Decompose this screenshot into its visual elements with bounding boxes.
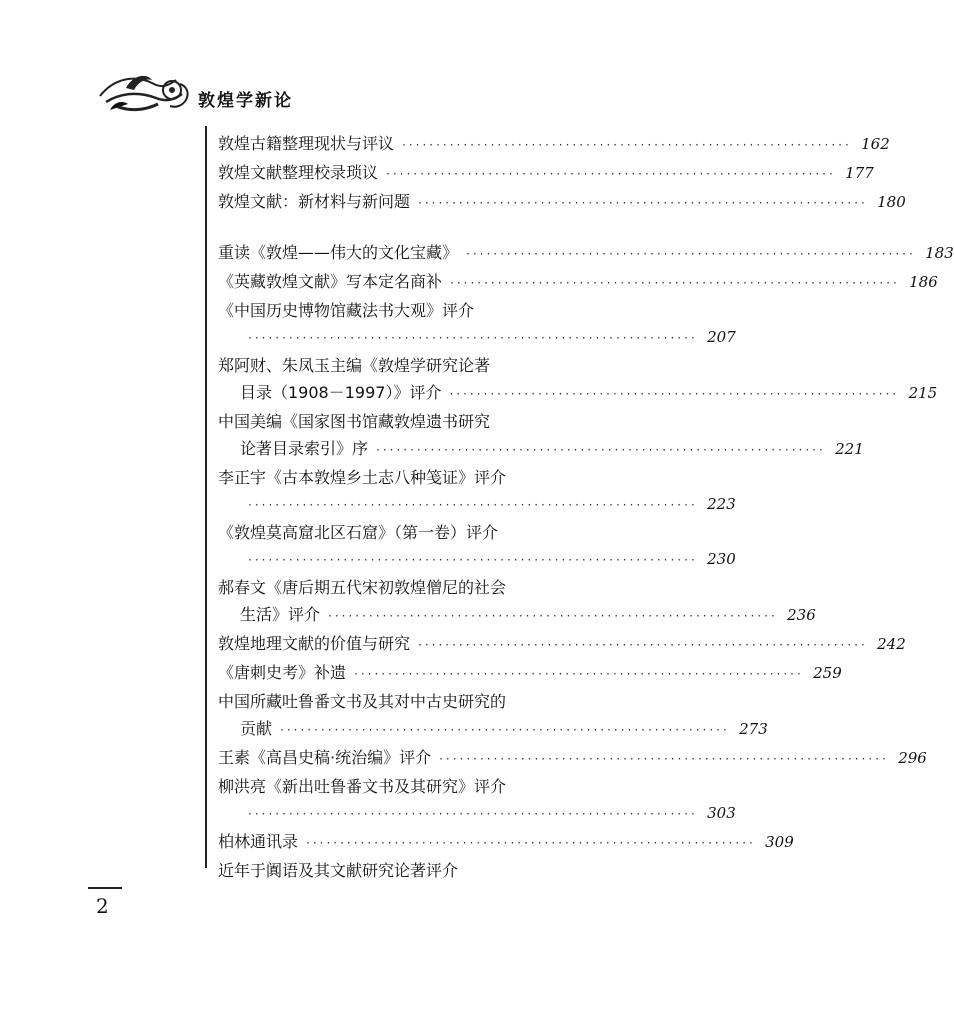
toc-entry[interactable] [218, 773, 736, 828]
toc-line [218, 659, 842, 688]
toc-line [218, 773, 566, 800]
leader-dots: ·································································· [328, 609, 778, 623]
toc-page-number: 186 [909, 273, 938, 291]
toc-entry[interactable] [218, 828, 794, 857]
toc-entry[interactable] [218, 130, 890, 159]
toc-page-number: 309 [765, 833, 794, 851]
leader-dots: ·································································· [386, 167, 836, 181]
toc-page-number: 207 [707, 328, 736, 346]
page-number: 2 [96, 894, 109, 918]
toc-entry[interactable] [218, 159, 874, 188]
leader-dots: ·································································· [354, 667, 804, 681]
toc-entry-title: 生活》评介 [240, 605, 321, 624]
toc-entry-title: 《敦煌莫高窟北区石窟》（第一卷）评介 [218, 523, 499, 542]
toc-line [218, 379, 938, 408]
toc-entry-title: 重读《敦煌——伟大的文化宝藏》 [218, 243, 459, 262]
toc-entry-title: 郑阿财、朱凤玉主编《敦煌学研究论著 [218, 356, 491, 375]
running-header [96, 66, 326, 116]
leader-dots: ·································································· [248, 807, 698, 821]
toc-line [218, 435, 864, 464]
leader-dots: ·································································· [450, 276, 900, 290]
running-title: 敦煌学新论 [198, 91, 293, 111]
leader-dots: ·································································· [449, 387, 900, 401]
toc-entry-title: 敦煌地理文献的价值与研究 [218, 634, 411, 653]
toc-line [218, 630, 906, 659]
toc-entry[interactable] [218, 408, 864, 464]
leader-dots: ·································································· [248, 498, 698, 512]
toc-entry[interactable] [218, 630, 906, 659]
toc-entry-title: 王素《高昌史稿·统治编》评介 [218, 748, 432, 767]
toc-entry-title: 郝春文《唐后期五代宋初敦煌僧尼的社会 [218, 578, 507, 597]
toc-line [218, 268, 938, 297]
toc-entry-title: 《中国历史博物馆藏法书大观》评介 [218, 301, 475, 320]
toc-line [218, 464, 566, 491]
toc-page-number: 180 [877, 193, 906, 211]
toc-entry[interactable] [218, 464, 736, 519]
toc-entry-title: 敦煌文献：新材料与新问题 [218, 192, 411, 211]
toc-entry-title: 论著目录索引》序 [240, 439, 369, 458]
leader-dots: ·································································· [439, 752, 889, 766]
toc-line [218, 715, 768, 744]
toc-page-number: 259 [813, 664, 842, 682]
toc-entry[interactable] [218, 857, 566, 884]
toc-page-number: 236 [787, 606, 816, 624]
toc-line [218, 800, 736, 828]
toc-page-number: 221 [835, 440, 864, 458]
toc-line [218, 519, 566, 546]
toc-entry-title: 《英藏敦煌文献》写本定名商补 [218, 272, 443, 291]
folio-rule [88, 887, 122, 889]
toc-line [218, 857, 566, 884]
leader-dots: ·································································· [402, 138, 852, 152]
toc-line [218, 574, 566, 601]
toc-entry[interactable] [218, 519, 736, 574]
toc-entry[interactable] [218, 574, 816, 630]
toc-line [218, 491, 736, 519]
toc-entry-title: 中国美编《国家图书馆藏敦煌遗书研究 [218, 412, 491, 431]
toc-entry[interactable] [218, 352, 938, 408]
toc-line [218, 688, 566, 715]
toc-line [218, 408, 566, 435]
toc-page-number: 215 [908, 384, 938, 402]
toc-entry-title: 敦煌古籍整理现状与评议 [218, 134, 395, 153]
toc-page-number: 223 [707, 495, 736, 513]
toc-entry-title: 贡献 [240, 719, 273, 738]
toc-line [218, 239, 954, 268]
toc-entry[interactable] [218, 744, 927, 773]
toc-entry-title: 李正宇《古本敦煌乡土志八种笺证》评介 [218, 468, 507, 487]
toc-page-number: 177 [845, 164, 874, 182]
toc-entry-title: 近年于阗语及其文献研究论著评介 [218, 861, 459, 880]
toc-entry[interactable] [218, 239, 954, 268]
toc-line [218, 130, 890, 159]
leader-dots: ·································································· [248, 331, 698, 345]
flying-apsara-ornament-icon [96, 66, 192, 116]
toc-page-number: 242 [877, 635, 906, 653]
toc-line [218, 159, 874, 188]
toc-page-number: 183 [925, 244, 954, 262]
leader-dots: ·································································· [306, 836, 756, 850]
toc-entry[interactable] [218, 297, 736, 352]
toc-page-number: 162 [861, 135, 890, 153]
toc-line [218, 188, 906, 217]
toc-entry-title: 《唐刺史考》补遗 [218, 663, 347, 682]
leader-dots: ·································································· [280, 723, 730, 737]
toc-line [218, 546, 736, 574]
leader-dots: ·································································· [466, 247, 916, 261]
vertical-rule [205, 126, 207, 868]
leader-dots: ·································································· [376, 443, 826, 457]
toc-entry[interactable] [218, 688, 768, 744]
toc-entry[interactable] [218, 188, 906, 217]
toc-line [218, 352, 566, 379]
leader-dots: ·································································· [248, 553, 698, 567]
toc-line [218, 297, 566, 324]
toc-page-number: 273 [739, 720, 768, 738]
toc-entry[interactable] [218, 268, 938, 297]
toc-entry-title: 敦煌文献整理校录琐议 [218, 163, 379, 182]
toc-line [218, 828, 794, 857]
toc-page-number: 303 [707, 804, 736, 822]
toc-entry-title: 柳洪亮《新出吐鲁番文书及其研究》评介 [218, 777, 507, 796]
toc-entry[interactable] [218, 659, 842, 688]
toc-entry-title: 柏林通讯录 [218, 832, 299, 851]
toc-entry-title: 中国所藏吐鲁番文书及其对中古史研究的 [218, 692, 507, 711]
table-of-contents [218, 130, 954, 884]
toc-line [218, 324, 736, 352]
leader-dots: ·································································· [418, 196, 868, 210]
toc-entry-title: 目录（1908－1997）》评介 [240, 383, 442, 402]
toc-line [218, 601, 816, 630]
toc-page-number: 230 [707, 550, 736, 568]
toc-page-number: 296 [898, 749, 927, 767]
leader-dots: ·································································· [418, 638, 868, 652]
toc-line [218, 744, 927, 773]
